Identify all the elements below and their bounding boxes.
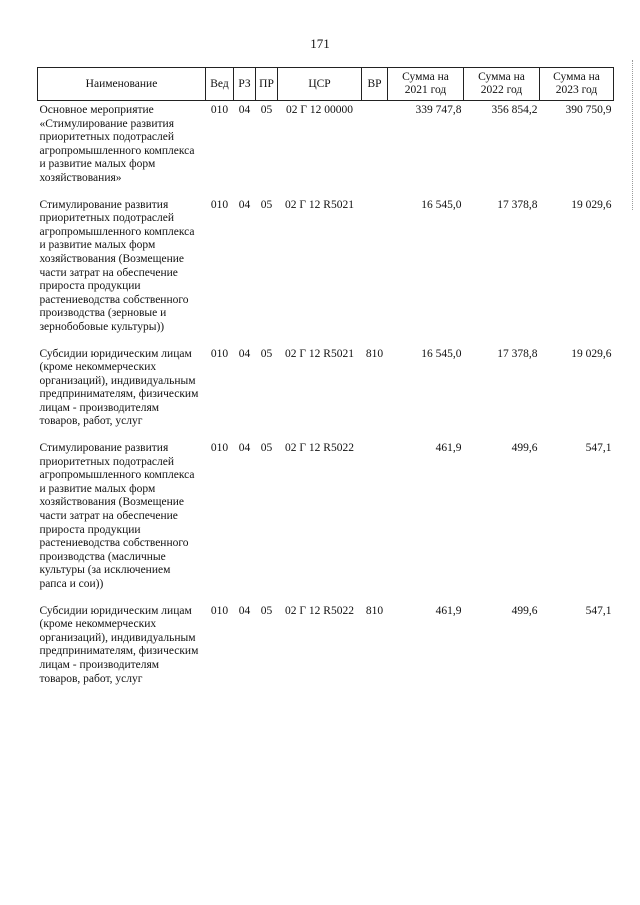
header-ved: Вед — [206, 68, 234, 101]
row-sum-2023: 547,1 — [585, 604, 612, 617]
row-csr: 02 Г 12 R5021 — [285, 198, 354, 211]
budget-table — [37, 67, 614, 699]
row-sum-2021: 16 545,0 — [421, 347, 462, 360]
row-ved: 010 — [210, 347, 229, 360]
header-csr: ЦСР — [278, 68, 362, 101]
row-rz: 04 — [238, 604, 251, 617]
row-sum-2021: 16 545,0 — [421, 198, 462, 211]
row-name: Субсидии юридическим лицам (кроме некоммерческих организаций), индивидуальным предпринимателям, физическим лицам - производителям товаров, работ, услуг — [39, 604, 199, 685]
row-pr: 05 — [260, 347, 273, 360]
row-vr — [362, 101, 388, 199]
row-sum-2023: 390 750,9 — [565, 104, 612, 116]
row-ved: 010 — [210, 104, 229, 116]
row-vr: 810 — [365, 604, 384, 617]
row-vr: 810 — [365, 347, 384, 360]
row-rz: 04 — [238, 198, 251, 211]
row-vr — [362, 442, 388, 605]
row-pr: 05 — [260, 104, 273, 116]
row-sum-2022: 17 378,8 — [497, 198, 538, 211]
row-name: Основное мероприятие «Стимулирование развития приоритетных подотраслей агропромышленного комплекса и развитие малых форм хозяйствования» — [39, 104, 195, 184]
table-row — [38, 605, 614, 700]
row-sum-2022: 499,6 — [511, 604, 538, 617]
row-sum-2022: 356 854,2 — [491, 104, 538, 116]
row-sum-2021: 461,9 — [435, 442, 462, 455]
row-sum-2021: 461,9 — [435, 604, 462, 617]
header-pr: ПР — [256, 68, 278, 101]
row-name: Стимулирование развития приоритетных подотраслей агропромышленного комплекса и развитие малых форм хозяйствования (Возмещение части затрат на обеспечение прироста продукции растениеводства собственного производства (масличные культуры (за исключением рапса и сои)) — [39, 442, 195, 590]
row-csr: 02 Г 12 00000 — [285, 104, 354, 116]
row-vr — [362, 199, 388, 348]
row-csr: 02 Г 12 R5022 — [285, 442, 354, 455]
row-sum-2023: 547,1 — [585, 442, 612, 455]
header-sum-2023: Сумма на 2023 год — [540, 68, 614, 101]
header-sum-2022: Сумма на 2022 год — [464, 68, 540, 101]
row-sum-2022: 499,6 — [511, 442, 538, 455]
row-name: Стимулирование развития приоритетных подотраслей агропромышленного комплекса и развитие малых форм хозяйствования (Возмещение части затрат на обеспечение прироста продукции растениеводства собственного производства (зерновые и зернобобовые культуры)) — [39, 198, 195, 333]
scan-edge-mark — [632, 60, 634, 210]
table-row — [38, 442, 614, 605]
row-sum-2021: 339 747,8 — [415, 104, 462, 116]
table-row — [38, 348, 614, 443]
row-sum-2023: 19 029,6 — [571, 198, 612, 211]
row-sum-2022: 17 378,8 — [497, 347, 538, 360]
row-csr: 02 Г 12 R5021 — [285, 347, 354, 360]
row-name: Субсидии юридическим лицам (кроме некоммерческих организаций), индивидуальным предпринимателям, физическим лицам - производителям товаров, работ, услуг — [39, 347, 199, 428]
row-pr: 05 — [260, 604, 273, 617]
table-header-row — [38, 68, 614, 101]
table-row — [38, 199, 614, 348]
row-rz: 04 — [238, 347, 251, 360]
row-ved: 010 — [210, 604, 229, 617]
row-ved: 010 — [210, 442, 229, 455]
row-sum-2023: 19 029,6 — [571, 347, 612, 360]
row-csr: 02 Г 12 R5022 — [285, 604, 354, 617]
header-name: Наименование — [38, 68, 206, 101]
page-number: 171 — [310, 36, 330, 51]
row-ved: 010 — [210, 198, 229, 211]
header-vr: ВР — [362, 68, 388, 101]
row-rz: 04 — [238, 442, 251, 455]
row-pr: 05 — [260, 442, 273, 455]
table-row — [38, 101, 614, 199]
row-pr: 05 — [260, 198, 273, 211]
header-sum-2021: Сумма на 2021 год — [388, 68, 464, 101]
row-rz: 04 — [238, 104, 251, 116]
header-rz: РЗ — [234, 68, 256, 101]
